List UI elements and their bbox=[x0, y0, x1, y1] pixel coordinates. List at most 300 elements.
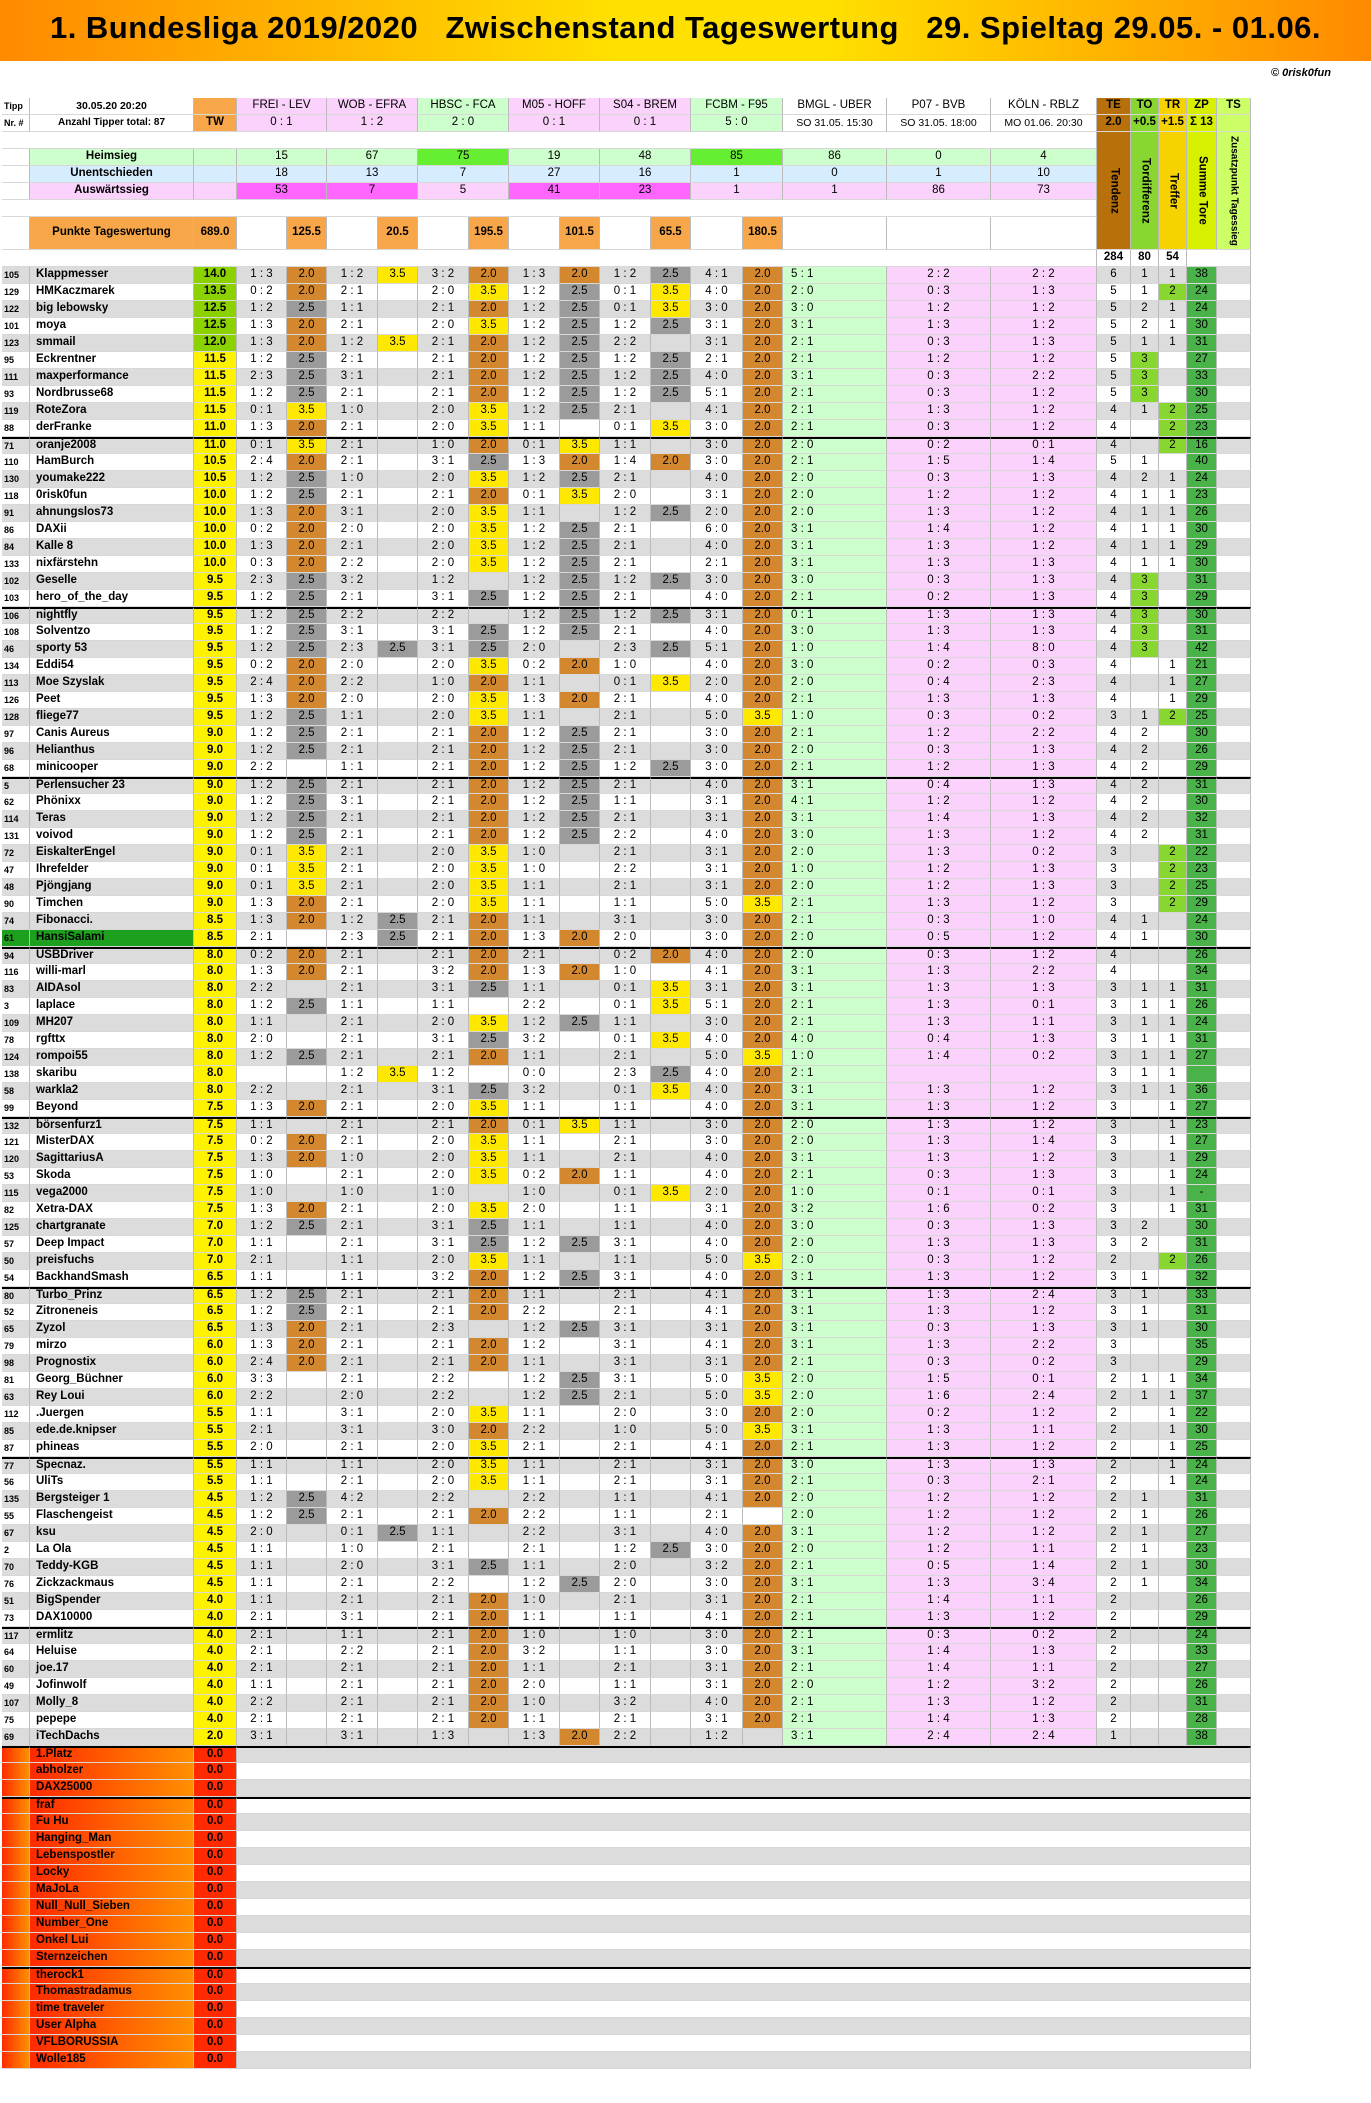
tipp-score: 1 : 1 bbox=[509, 709, 560, 726]
tipp-score: 0 : 2 bbox=[991, 1202, 1097, 1219]
tipper-name: laplace bbox=[30, 998, 194, 1015]
tipp-points: 2.0 bbox=[651, 454, 691, 471]
tipp-score: 1 : 2 bbox=[600, 318, 651, 335]
tipp-score: 1 : 2 bbox=[991, 1270, 1097, 1287]
tipp-score: 1 : 1 bbox=[327, 709, 378, 726]
tendenz-count: 2 bbox=[1097, 1491, 1131, 1508]
tipp-score: 0 : 2 bbox=[991, 845, 1097, 862]
treffer-count bbox=[1159, 1219, 1187, 1236]
tipp-score: 3 : 0 bbox=[783, 1219, 887, 1236]
tipp-points: 2.0 bbox=[743, 1661, 783, 1678]
tipp-score: 2 : 1 bbox=[327, 1032, 378, 1049]
tipper-nr: 93 bbox=[2, 386, 30, 403]
tipp-score: 1 : 1 bbox=[509, 1559, 560, 1576]
auswaertssieg-count: 86 bbox=[887, 183, 991, 200]
tipper-name: abholzer bbox=[30, 1763, 194, 1780]
tipp-score: 2 : 0 bbox=[418, 1474, 469, 1491]
tipp-score: 2 : 1 bbox=[600, 777, 651, 794]
tendenz-count: 2 bbox=[1097, 1508, 1131, 1525]
summe-tore: 31 bbox=[1187, 1236, 1217, 1253]
tipper-name: Klappmesser bbox=[30, 267, 194, 284]
tipp-score: 1 : 3 bbox=[887, 981, 991, 998]
tipp-score: 2 : 1 bbox=[327, 1083, 378, 1100]
tagessieg bbox=[1217, 845, 1251, 862]
tipper-name: iTechDachs bbox=[30, 1729, 194, 1746]
summe-tore: 30 bbox=[1187, 318, 1217, 335]
tipp-points bbox=[287, 1440, 327, 1457]
tipp-score: 1 : 2 bbox=[887, 352, 991, 369]
tordifferenz-count: 2 bbox=[1131, 726, 1159, 743]
tagespunkte: 0.0 bbox=[194, 2018, 237, 2035]
tipp-score: 1 : 3 bbox=[237, 692, 287, 709]
tordifferenz-count: 1 bbox=[1131, 1508, 1159, 1525]
tipp-points bbox=[378, 1049, 418, 1066]
tipp-score: 2 : 1 bbox=[783, 998, 887, 1015]
tipp-score: 6 : 0 bbox=[691, 522, 743, 539]
tipp-score: 0 : 3 bbox=[887, 471, 991, 488]
tipp-score: 4 : 0 bbox=[691, 1151, 743, 1168]
tipp-points bbox=[743, 1729, 783, 1746]
summe-tore: 27 bbox=[1187, 675, 1217, 692]
tipp-score: 2 : 0 bbox=[783, 1508, 887, 1525]
tendenz-count: 2 bbox=[1097, 1695, 1131, 1712]
tipp-score: 2 : 1 bbox=[327, 1219, 378, 1236]
tipp-score: 3 : 1 bbox=[691, 1661, 743, 1678]
tipp-points: 2.0 bbox=[743, 590, 783, 607]
tipper-name: minicooper bbox=[30, 760, 194, 777]
tipp-score: 1 : 2 bbox=[418, 1066, 469, 1083]
tipp-points: 2.0 bbox=[743, 1491, 783, 1508]
tagessieg bbox=[1217, 1678, 1251, 1695]
tipp-score: 1 : 1 bbox=[600, 1678, 651, 1695]
tipp-points bbox=[287, 1678, 327, 1695]
tipp-score: 3 : 1 bbox=[783, 1644, 887, 1661]
tagespunkte: 10.0 bbox=[194, 488, 237, 505]
tipp-points bbox=[560, 1440, 600, 1457]
tordifferenz-count bbox=[1131, 1338, 1159, 1355]
tipp-score: 0 : 1 bbox=[600, 284, 651, 301]
tipper-nr bbox=[2, 2018, 30, 2035]
tendenz-count: 3 bbox=[1097, 998, 1131, 1015]
tipp-points: 2.0 bbox=[560, 930, 600, 947]
tipp-points: 2.5 bbox=[651, 760, 691, 777]
treffer-count bbox=[1159, 930, 1187, 947]
tagespunkte: 9.5 bbox=[194, 590, 237, 607]
tipper-name: big lebowsky bbox=[30, 301, 194, 318]
tipp-score: 1 : 1 bbox=[509, 1219, 560, 1236]
tipper-name: 0risk0fun bbox=[30, 488, 194, 505]
nr-header: Nr. # bbox=[2, 115, 30, 132]
tipp-score: 0 : 1 bbox=[783, 607, 887, 624]
unentschieden-count: 27 bbox=[509, 166, 600, 183]
tipp-score: 2 : 1 bbox=[783, 1559, 887, 1576]
tipp-score: 1 : 1 bbox=[327, 1627, 378, 1644]
zp-header: ZP bbox=[1187, 98, 1217, 115]
tipp-score: 1 : 2 bbox=[991, 352, 1097, 369]
tipp-score: 2 : 1 bbox=[600, 743, 651, 760]
tipp-points bbox=[560, 1151, 600, 1168]
tendenz-count: 5 bbox=[1097, 369, 1131, 386]
tipp-points: 2.0 bbox=[743, 318, 783, 335]
tipp-score: 1 : 2 bbox=[991, 539, 1097, 556]
tordifferenz-count: 1 bbox=[1131, 1525, 1159, 1542]
tagespunkte: 8.0 bbox=[194, 1066, 237, 1083]
tordifferenz-count: 1 bbox=[1131, 998, 1159, 1015]
tipp-score: 2 : 1 bbox=[327, 590, 378, 607]
tagespunkte: 12.0 bbox=[194, 335, 237, 352]
tipp-points: 2.0 bbox=[469, 1287, 509, 1304]
ts-spacer bbox=[1217, 115, 1251, 132]
tagespunkte: 11.5 bbox=[194, 352, 237, 369]
tipp-score: 1 : 3 bbox=[991, 981, 1097, 998]
tipp-score: 2 : 1 bbox=[327, 1440, 378, 1457]
tipp-points: 2.0 bbox=[743, 658, 783, 675]
tipper-name: BigSpender bbox=[30, 1593, 194, 1610]
tipp-points: 2.0 bbox=[743, 1083, 783, 1100]
tendenz-count: 4 bbox=[1097, 760, 1131, 777]
tipp-score: 2 : 1 bbox=[418, 1678, 469, 1695]
tipper-nr: 50 bbox=[2, 1253, 30, 1270]
tipp-score: 1 : 0 bbox=[600, 1627, 651, 1644]
tipp-score: 2 : 0 bbox=[783, 879, 887, 896]
treffer-count: 1 bbox=[1159, 675, 1187, 692]
tipp-score: 2 : 1 bbox=[783, 1168, 887, 1185]
tipp-score: 2 : 1 bbox=[600, 1151, 651, 1168]
tagespunkte: 0.0 bbox=[194, 1950, 237, 1967]
tr-value: +1.5 bbox=[1159, 115, 1187, 132]
tipp-points bbox=[743, 1508, 783, 1525]
summe-tore: 30 bbox=[1187, 1219, 1217, 1236]
tendenz-count: 3 bbox=[1097, 981, 1131, 998]
tagessieg bbox=[1217, 675, 1251, 692]
summe-tore: 29 bbox=[1187, 590, 1217, 607]
tipp-score: 1 : 5 bbox=[887, 454, 991, 471]
tagessieg bbox=[1217, 1576, 1251, 1593]
tipp-points bbox=[287, 1032, 327, 1049]
tipp-score: 1 : 3 bbox=[887, 845, 991, 862]
tipp-points bbox=[287, 1576, 327, 1593]
summe-tore: 26 bbox=[1187, 998, 1217, 1015]
tipp-score: 1 : 3 bbox=[418, 1729, 469, 1746]
tipp-score: 2 : 0 bbox=[418, 1253, 469, 1270]
tagespunkte: 0.0 bbox=[194, 1933, 237, 1950]
treffer-count: 1 bbox=[1159, 1185, 1187, 1202]
treffer-count: 1 bbox=[1159, 1423, 1187, 1440]
summe-tore: 24 bbox=[1187, 301, 1217, 318]
tipp-score: 2 : 3 bbox=[237, 573, 287, 590]
tipp-score: 1 : 3 bbox=[991, 1236, 1097, 1253]
tipp-points bbox=[287, 1083, 327, 1100]
tipper-count: Anzahl Tipper total: 87 bbox=[30, 115, 194, 132]
tordifferenz-count bbox=[1131, 896, 1159, 913]
tagespunkte: 9.0 bbox=[194, 811, 237, 828]
tipp-score: 1 : 1 bbox=[991, 1593, 1097, 1610]
tagespunkte: 0.0 bbox=[194, 1831, 237, 1848]
tipp-points bbox=[287, 1695, 327, 1712]
tipp-score: 1 : 3 bbox=[887, 1100, 991, 1117]
treffer-count: 1 bbox=[1159, 556, 1187, 573]
tipper-nr: 72 bbox=[2, 845, 30, 862]
tipp-score: 2 : 1 bbox=[327, 1593, 378, 1610]
tipp-score: 2 : 1 bbox=[509, 1440, 560, 1457]
treffer-count bbox=[1159, 1678, 1187, 1695]
tagespunkte: 8.0 bbox=[194, 964, 237, 981]
tipp-points bbox=[651, 896, 691, 913]
tipp-points: 2.5 bbox=[560, 1270, 600, 1287]
tordifferenz-count: 2 bbox=[1131, 811, 1159, 828]
tendenz-count: 5 bbox=[1097, 386, 1131, 403]
tipp-score: 1 : 3 bbox=[887, 318, 991, 335]
tendenz-count: 2 bbox=[1097, 1253, 1131, 1270]
tagespunkte: 6.5 bbox=[194, 1321, 237, 1338]
empty-row bbox=[237, 1916, 1251, 1933]
tendenz-count: 2 bbox=[1097, 1542, 1131, 1559]
tipp-points bbox=[651, 1389, 691, 1406]
tipp-points bbox=[560, 1338, 600, 1355]
tipper-name: Molly_8 bbox=[30, 1695, 194, 1712]
tordifferenz-count: 2 bbox=[1131, 471, 1159, 488]
empty-row bbox=[237, 1797, 1251, 1814]
tagessieg bbox=[1217, 1355, 1251, 1372]
tipp-score: 2 : 1 bbox=[327, 318, 378, 335]
tagespunkte: 5.5 bbox=[194, 1440, 237, 1457]
tipp-points bbox=[651, 1287, 691, 1304]
tipp-points bbox=[287, 1474, 327, 1491]
tipp-points bbox=[287, 1593, 327, 1610]
tipp-points bbox=[560, 879, 600, 896]
tipp-points bbox=[287, 981, 327, 998]
tipp-score: 3 : 0 bbox=[691, 420, 743, 437]
tipp-points bbox=[287, 1423, 327, 1440]
tipp-score: 1 : 3 bbox=[991, 811, 1097, 828]
tipp-score: 1 : 2 bbox=[237, 471, 287, 488]
treffer-count: 2 bbox=[1159, 420, 1187, 437]
summe-tore: 29 bbox=[1187, 896, 1217, 913]
tipp-points bbox=[287, 1253, 327, 1270]
tordifferenz-count bbox=[1131, 1168, 1159, 1185]
treffer-count: 1 bbox=[1159, 488, 1187, 505]
tipp-points bbox=[378, 318, 418, 335]
tipp-points: 2.0 bbox=[743, 675, 783, 692]
tipp-points: 2.0 bbox=[469, 964, 509, 981]
tipp-score: 2 : 0 bbox=[783, 1491, 887, 1508]
tipp-score: 2 : 1 bbox=[600, 403, 651, 420]
tipp-score: 2 : 1 bbox=[600, 811, 651, 828]
tagessieg bbox=[1217, 692, 1251, 709]
tipp-points: 2.0 bbox=[743, 743, 783, 760]
tipp-score: 1 : 1 bbox=[509, 1100, 560, 1117]
tendenz-count: 3 bbox=[1097, 709, 1131, 726]
tipp-points bbox=[651, 1712, 691, 1729]
tipper-name: EiskalterEngel bbox=[30, 845, 194, 862]
tagessieg bbox=[1217, 1491, 1251, 1508]
tipp-score: 2 : 2 bbox=[327, 556, 378, 573]
tipp-points: 2.5 bbox=[651, 267, 691, 284]
tipp-points bbox=[651, 964, 691, 981]
treffer-label: Treffer bbox=[1159, 132, 1187, 250]
tipp-points bbox=[651, 1372, 691, 1389]
tipp-score: 2 : 0 bbox=[418, 318, 469, 335]
tipp-score: 1 : 2 bbox=[327, 913, 378, 930]
tipp-score: 2 : 0 bbox=[783, 1236, 887, 1253]
tipp-score: 1 : 4 bbox=[887, 1661, 991, 1678]
tipp-points: 2.5 bbox=[469, 981, 509, 998]
tipp-score: 5 : 0 bbox=[691, 1389, 743, 1406]
tipp-score: 1 : 0 bbox=[783, 709, 887, 726]
tipp-score: 0 : 3 bbox=[887, 284, 991, 301]
tipp-score: 3 : 1 bbox=[418, 641, 469, 658]
treffer-count: 1 bbox=[1159, 1117, 1187, 1134]
tipp-points: 2.5 bbox=[287, 607, 327, 624]
tipper-name: Hanging_Man bbox=[30, 1831, 194, 1848]
tipp-score: 3 : 1 bbox=[783, 811, 887, 828]
tipper-nr: 121 bbox=[2, 1134, 30, 1151]
tipp-points bbox=[287, 1406, 327, 1423]
tipp-score: 2 : 1 bbox=[327, 777, 378, 794]
tendenz-count: 4 bbox=[1097, 573, 1131, 590]
tagespunkte: 11.0 bbox=[194, 437, 237, 454]
tipp-points: 3.5 bbox=[469, 1440, 509, 1457]
tipp-score: 1 : 0 bbox=[783, 1049, 887, 1066]
tipper-name: Specnaz. bbox=[30, 1457, 194, 1474]
tipp-points: 2.5 bbox=[651, 505, 691, 522]
tagespunkte: 7.0 bbox=[194, 1236, 237, 1253]
tipp-score: 2 : 2 bbox=[237, 1695, 287, 1712]
tordifferenz-count: 1 bbox=[1131, 1270, 1159, 1287]
tipp-points bbox=[651, 1100, 691, 1117]
tipper-name: maxperformance bbox=[30, 369, 194, 386]
summe-tore: 34 bbox=[1187, 1372, 1217, 1389]
tipp-points bbox=[651, 1355, 691, 1372]
treffer-count bbox=[1159, 590, 1187, 607]
tipp-points: 2.5 bbox=[560, 403, 600, 420]
tipp-points: 2.5 bbox=[560, 743, 600, 760]
tipp-score: 0 : 3 bbox=[887, 1168, 991, 1185]
tagespunkte: 9.0 bbox=[194, 845, 237, 862]
tipp-score: 2 : 1 bbox=[783, 1355, 887, 1372]
tagessieg bbox=[1217, 1712, 1251, 1729]
tipp-points: 2.0 bbox=[743, 403, 783, 420]
tipp-points: 2.0 bbox=[287, 1151, 327, 1168]
tagespunkte: 9.5 bbox=[194, 573, 237, 590]
tipp-score: 2 : 1 bbox=[327, 1117, 378, 1134]
tendenz-count: 3 bbox=[1097, 1117, 1131, 1134]
tagessieg bbox=[1217, 1321, 1251, 1338]
tipp-score: 3 : 2 bbox=[509, 1083, 560, 1100]
tendenz-count: 2 bbox=[1097, 1389, 1131, 1406]
tendenz-count: 2 bbox=[1097, 1525, 1131, 1542]
tendenz-count: 4 bbox=[1097, 437, 1131, 454]
tipp-points bbox=[651, 930, 691, 947]
tipper-name: Teddy-KGB bbox=[30, 1559, 194, 1576]
tordifferenz-count bbox=[1131, 692, 1159, 709]
tagespunkte: 9.5 bbox=[194, 692, 237, 709]
tipp-score: 1 : 0 bbox=[600, 1423, 651, 1440]
tipp-score: 2 : 1 bbox=[600, 1304, 651, 1321]
tipp-score: 5 : 1 bbox=[691, 386, 743, 403]
treffer-count bbox=[1159, 1355, 1187, 1372]
tendenz-count: 3 bbox=[1097, 1100, 1131, 1117]
tordifferenz-count: 1 bbox=[1131, 267, 1159, 284]
tipp-points: 3.5 bbox=[469, 318, 509, 335]
tipp-score: 2 : 2 bbox=[237, 981, 287, 998]
tipp-points bbox=[651, 590, 691, 607]
summe-tore: 24 bbox=[1187, 471, 1217, 488]
empty-row bbox=[237, 2001, 1251, 2018]
tipp-points: 3.5 bbox=[469, 896, 509, 913]
tipp-score: 1 : 2 bbox=[991, 1253, 1097, 1270]
tipper-name: Xetra-DAX bbox=[30, 1202, 194, 1219]
tipp-points bbox=[378, 1117, 418, 1134]
tipp-score: 1 : 1 bbox=[600, 1253, 651, 1270]
tordifferenz-count bbox=[1131, 845, 1159, 862]
tipp-points bbox=[651, 1015, 691, 1032]
auswaertssieg-count: 5 bbox=[418, 183, 509, 200]
tipp-score: 1 : 1 bbox=[600, 1491, 651, 1508]
tipp-score: 3 : 1 bbox=[783, 1304, 887, 1321]
tipp-points: 2.0 bbox=[743, 811, 783, 828]
tipp-score: 1 : 2 bbox=[600, 1542, 651, 1559]
tipp-score: 3 : 1 bbox=[691, 488, 743, 505]
tipp-score: 3 : 1 bbox=[418, 1219, 469, 1236]
tagespunkte: 4.5 bbox=[194, 1542, 237, 1559]
tipp-score: 1 : 3 bbox=[887, 1423, 991, 1440]
tipp-points: 2.0 bbox=[469, 1610, 509, 1627]
tipp-score: 1 : 1 bbox=[509, 675, 560, 692]
tipp-score: 0 : 3 bbox=[991, 658, 1097, 675]
tipp-score: 1 : 3 bbox=[887, 998, 991, 1015]
tipp-points: 3.5 bbox=[651, 1083, 691, 1100]
tagespunkte: 4.5 bbox=[194, 1491, 237, 1508]
tipp-points: 2.0 bbox=[560, 1168, 600, 1185]
tipp-points: 2.0 bbox=[469, 267, 509, 284]
treffer-count: 1 bbox=[1159, 692, 1187, 709]
tordifferenz-count: 2 bbox=[1131, 828, 1159, 845]
heimsieg-count: 67 bbox=[327, 149, 418, 166]
tipp-points: 3.5 bbox=[560, 437, 600, 454]
tipp-points: 2.5 bbox=[287, 1508, 327, 1525]
treffer-count bbox=[1159, 1695, 1187, 1712]
tendenz-count: 3 bbox=[1097, 1015, 1131, 1032]
tipp-score: 4 : 1 bbox=[783, 794, 887, 811]
tipper-name: voivod bbox=[30, 828, 194, 845]
tordifferenz-count bbox=[1131, 1253, 1159, 1270]
tipp-points bbox=[560, 1627, 600, 1644]
tordifferenz-count: 2 bbox=[1131, 1236, 1159, 1253]
tipp-score: 1 : 3 bbox=[237, 1338, 287, 1355]
tordifferenz-count: 3 bbox=[1131, 352, 1159, 369]
tipp-score: 2 : 0 bbox=[418, 879, 469, 896]
tipp-score: 3 : 1 bbox=[783, 981, 887, 998]
tipper-name: User Alpha bbox=[30, 2018, 194, 2035]
treffer-count bbox=[1159, 352, 1187, 369]
tipp-score: 1 : 3 bbox=[237, 1202, 287, 1219]
tipp-score: 1 : 3 bbox=[991, 335, 1097, 352]
tipp-points bbox=[651, 1457, 691, 1474]
tipp-points bbox=[469, 1389, 509, 1406]
tagespunkte: 9.0 bbox=[194, 896, 237, 913]
tipp-points bbox=[560, 1542, 600, 1559]
tipp-score: 1 : 0 bbox=[783, 1185, 887, 1202]
tipp-score: 4 : 0 bbox=[691, 1270, 743, 1287]
tipp-points: 2.5 bbox=[469, 454, 509, 471]
tipp-points: 2.0 bbox=[743, 828, 783, 845]
tipp-score: 1 : 2 bbox=[991, 1406, 1097, 1423]
tipp-points: 2.0 bbox=[469, 1695, 509, 1712]
tipp-points bbox=[287, 1559, 327, 1576]
tipp-points: 2.0 bbox=[743, 641, 783, 658]
tipp-score: 1 : 2 bbox=[237, 726, 287, 743]
